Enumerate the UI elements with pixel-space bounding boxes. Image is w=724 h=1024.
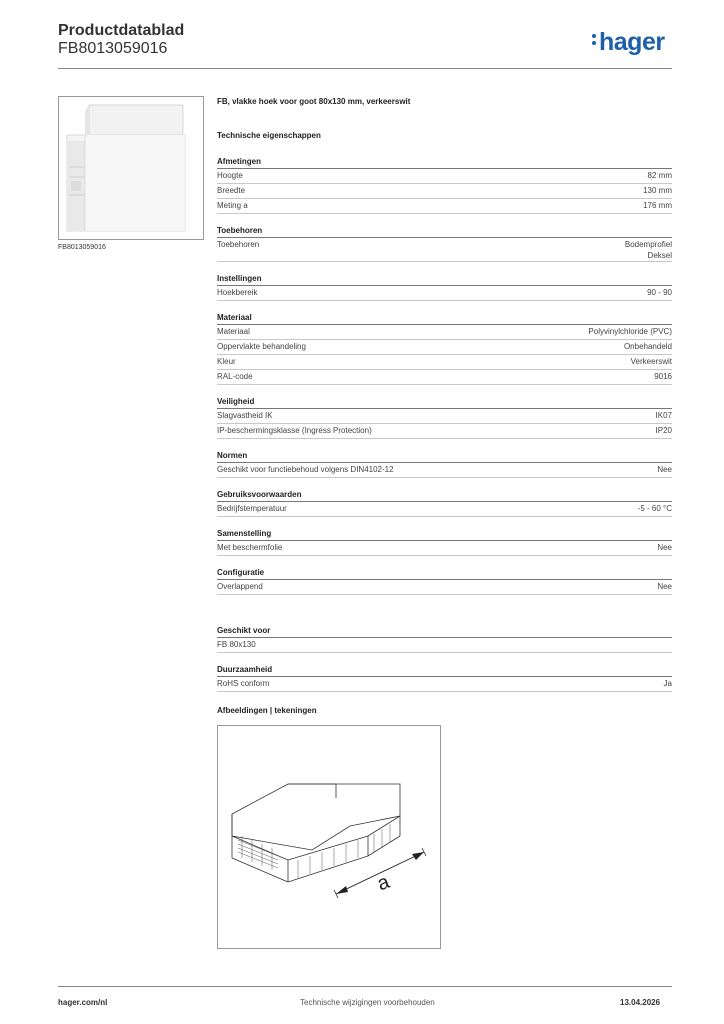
spec-label: Kleur	[217, 357, 236, 366]
product-photo-image	[59, 97, 203, 239]
spec-section	[217, 224, 672, 262]
spec-section	[217, 663, 672, 692]
spec-section-title: Toebehoren	[217, 224, 672, 238]
product-photo	[58, 96, 204, 240]
spec-section	[217, 311, 672, 385]
spec-label: FB 80x130	[217, 640, 256, 649]
spec-row	[217, 184, 672, 199]
photo-caption: FB8013059016	[58, 244, 106, 251]
header-divider	[58, 68, 672, 69]
spec-row	[217, 169, 672, 184]
spec-section-title: Configuratie	[217, 566, 672, 580]
spec-section	[217, 155, 672, 214]
spec-value-line: 130 mm	[643, 186, 672, 195]
spec-value	[588, 326, 672, 337]
spec-value	[638, 503, 672, 514]
spec-row	[217, 409, 672, 424]
spec-label: Materiaal	[217, 327, 250, 336]
spec-value	[657, 581, 672, 592]
product-title: FB, vlakke hoek voor goot 80x130 mm, verkeerswit	[217, 97, 411, 106]
spec-label: Slagvastheid IK	[217, 411, 273, 420]
spec-section-title: Duurzaamheid	[217, 663, 672, 677]
spec-value-line: 176 mm	[643, 201, 672, 210]
spec-label: Hoekbereik	[217, 288, 258, 297]
spec-row	[217, 463, 672, 478]
spec-row	[217, 199, 672, 214]
spec-row	[217, 541, 672, 556]
spec-value	[647, 287, 672, 298]
spec-value	[625, 239, 672, 261]
footer-divider	[58, 986, 672, 987]
spec-label: IP-beschermingsklasse (Ingress Protection)	[217, 426, 372, 435]
spec-row	[217, 502, 672, 517]
spec-row	[217, 424, 672, 439]
spec-label: Met beschermfolie	[217, 543, 283, 552]
spec-label: RoHS conform	[217, 679, 270, 688]
spec-value	[654, 371, 672, 382]
spec-label: Hoogte	[217, 171, 243, 180]
spec-section	[217, 395, 672, 439]
spec-table	[217, 155, 672, 692]
spec-section	[217, 566, 672, 595]
spec-label: Meting a	[217, 201, 248, 210]
spec-row	[217, 677, 672, 692]
spec-value	[657, 464, 672, 475]
spec-row	[217, 340, 672, 355]
spec-section-title: Afmetingen	[217, 155, 672, 169]
spec-section-title: Geschikt voor	[217, 624, 672, 638]
spec-section-title: Samenstelling	[217, 527, 672, 541]
spec-section	[217, 488, 672, 517]
spec-row	[217, 370, 672, 385]
technical-drawing	[217, 725, 441, 949]
spec-label: Overlappend	[217, 582, 263, 591]
hager-logo	[592, 28, 665, 57]
spec-value	[648, 170, 672, 181]
spec-section-title: Veiligheid	[217, 395, 672, 409]
spec-section-title: Instellingen	[217, 272, 672, 286]
footer-disclaimer: Technische wijzigingen voorbehouden	[300, 998, 435, 1007]
spec-value	[624, 341, 672, 352]
spec-value	[656, 410, 672, 421]
spec-row	[217, 325, 672, 340]
spec-value	[657, 542, 672, 553]
spec-section	[217, 527, 672, 556]
spec-value-line: Bodemprofiel	[624, 240, 672, 249]
product-code: FB8013059016	[58, 40, 168, 57]
spec-value	[643, 200, 672, 211]
spec-section-title: Normen	[217, 449, 672, 463]
spec-section	[217, 449, 672, 478]
spec-section	[217, 624, 672, 653]
spec-value-line: Polyvinylchloride (PVC)	[588, 327, 672, 336]
spec-value	[656, 425, 672, 436]
spec-section-title: Gebruiksvoorwaarden	[217, 488, 672, 502]
spec-label: Toebehoren	[217, 240, 260, 249]
spec-value-line: Deksel	[647, 251, 672, 260]
spec-label: Breedte	[217, 186, 246, 195]
logo-dots-icon	[592, 31, 598, 48]
spec-value-line: 82 mm	[647, 171, 672, 180]
drawings-heading: Afbeeldingen | tekeningen	[217, 706, 317, 715]
footer-date: 13.04.2026	[620, 998, 661, 1007]
spec-section-title: Materiaal	[217, 311, 672, 325]
dimension-label-a: a	[374, 870, 393, 896]
spec-row	[217, 638, 672, 653]
spec-value-line: Nee	[657, 465, 672, 474]
spec-section	[217, 272, 672, 301]
logo-text: hager	[599, 28, 665, 56]
spec-value	[643, 185, 672, 196]
spec-value-line: IP20	[655, 426, 672, 435]
spec-label: Bedrijfstemperatuur	[217, 504, 287, 513]
spec-label: Geschikt voor functiebehoud volgens DIN4102-12	[217, 465, 394, 474]
spec-value-line: IK07	[655, 411, 672, 420]
spec-row	[217, 580, 672, 595]
spec-value-line: 90 - 90	[647, 288, 672, 297]
spec-row	[217, 355, 672, 370]
technical-drawing-image	[218, 726, 440, 948]
spec-value-line: Onbehandeld	[623, 342, 672, 351]
spec-value-line: 9016	[654, 372, 672, 381]
spec-row	[217, 286, 672, 301]
page-title: Productdatablad	[58, 22, 185, 39]
spec-row	[217, 238, 672, 262]
spec-value-line: Nee	[657, 543, 672, 552]
spec-value-line: Ja	[663, 679, 672, 688]
spec-value-line: -5 - 60 °C	[637, 504, 672, 513]
spec-label: Oppervlakte behandeling	[217, 342, 306, 351]
spec-value	[631, 356, 672, 367]
spec-value	[664, 678, 672, 689]
spec-value-line: Verkeerswit	[630, 357, 672, 366]
tech-properties-heading: Technische eigenschappen	[217, 131, 321, 140]
footer-website-link[interactable]: hager.com/nl	[58, 998, 108, 1007]
spec-label: RAL-code	[217, 372, 253, 381]
spec-value-line: Nee	[657, 582, 672, 591]
